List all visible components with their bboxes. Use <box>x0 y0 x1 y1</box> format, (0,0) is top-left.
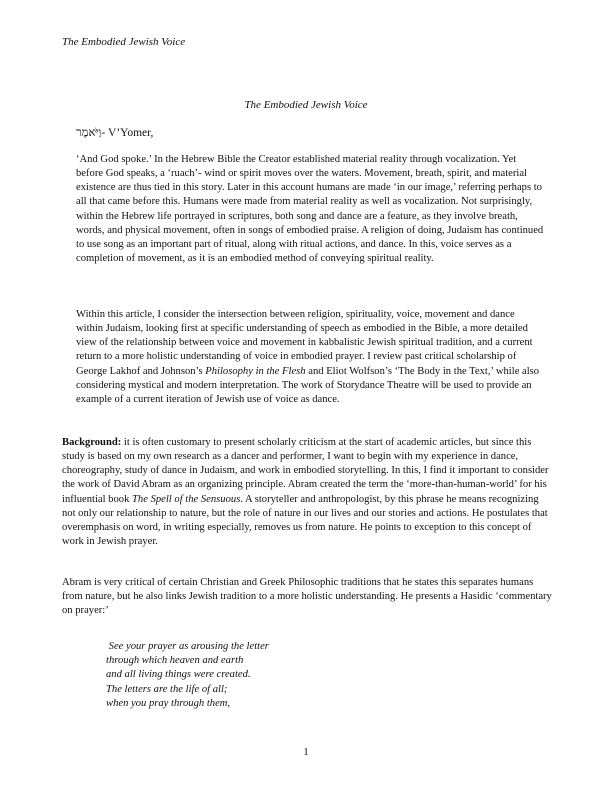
article-title: The Embodied Jewish Voice <box>244 99 368 111</box>
background-paragraph <box>62 436 554 549</box>
scope-paragraph <box>76 308 544 407</box>
quote-line: The letters are the life of all; <box>106 683 228 695</box>
book-title-spell-of-the-sensuous: The Spell of the Sensuous <box>132 493 241 505</box>
background-text-a: it is often customary to present scholarly criticism at the start of academic articles, but since this study is based on my own research as a dancer and performer, I want to begin with my experience in dance, choreography, study of dance in Judaism, and work in embodied storytelling. In this, I find it important to consider the work of David Abram as an organizing principle. Abram created the term the ‘more-than-human-world’ for his influential book <box>62 437 549 505</box>
epigraph-hebrew: וַיֹּאמֶר <box>76 127 102 139</box>
quote-line: See your prayer as arousing the letter <box>106 641 269 652</box>
epigraph-transliteration: - V’Yomer, <box>101 127 154 139</box>
intro-paragraph: ‘And God spoke.’ In the Hebrew Bible the Creator established material reality through vocalization. Yet before God speaks, a ‘ruach’- wind or spirit moves over the waters. Movement, breath, spirit, and material existence are thus tied in this story. Later in this account humans are made ‘in our image,’ referring perhaps to all that came before this. Humans were made from material reality as well as vocalization. Not surprisingly, within the Hebrew life portrayed in scriptures, both song and dance are a feature, as they involve breath, words, and physical movement, often in songs of embodied praise. A religion of doing, Judaism has continued to use song as an important part of ritual, along with ritual actions, and dance. In this, voice serves as a completion of movement, as it is an embodied method of conveying spiritual reality. <box>76 154 544 265</box>
quote-line: and all living things were created. <box>106 669 251 681</box>
scope-text-a: Within this article, I consider the intersection between religion, spirituality, voice, movement and dance within Judaism, looking first at specific understanding of speech as embodied in the Bible, a more detailed view of the relationship between voice and movement in kabbalistic Jewish spiritual tradition, and a current return to a more holistic understanding of voice in embodied prayer. I review past critical scholarship of George Lakhof and Johnson’s <box>76 309 533 377</box>
page-number: 1 <box>303 746 309 758</box>
background-heading: Background: <box>62 437 122 448</box>
hasidic-quote <box>106 640 269 711</box>
background-text-c: . A storyteller and anthropologist, by this phrase he means recognizing not only our relationship to nature, but the role of nature in our lives and our stories and actions. He postulates that overemphasis on word, in writing especially, removes us from nature. He points to exception to this concept of work in Jewish prayer. <box>62 493 548 548</box>
quote-line: when you pray through them, <box>106 697 231 709</box>
quote-line: through which heaven and earth <box>106 655 244 667</box>
epigraph <box>76 127 153 139</box>
running-header: The Embodied Jewish Voice <box>62 36 186 48</box>
abram-paragraph: Abram is very critical of certain Christian and Greek Philosophic traditions that he states this separates humans from nature, but he also links Jewish tradition to a more holistic understanding. He presents a Hasidic ‘commentary on prayer:’ <box>62 577 552 617</box>
book-title-philosophy-in-the-flesh: Philosophy in the Flesh <box>205 365 306 377</box>
scope-text-c: and Eliot Wolfson’s ‘The Body in the Text,’ while also considering mystical and modern interpretation. The work of Storydance Theatre will be used to provide an example of a current iteration of Jewish use of voice as dance. <box>76 365 540 405</box>
